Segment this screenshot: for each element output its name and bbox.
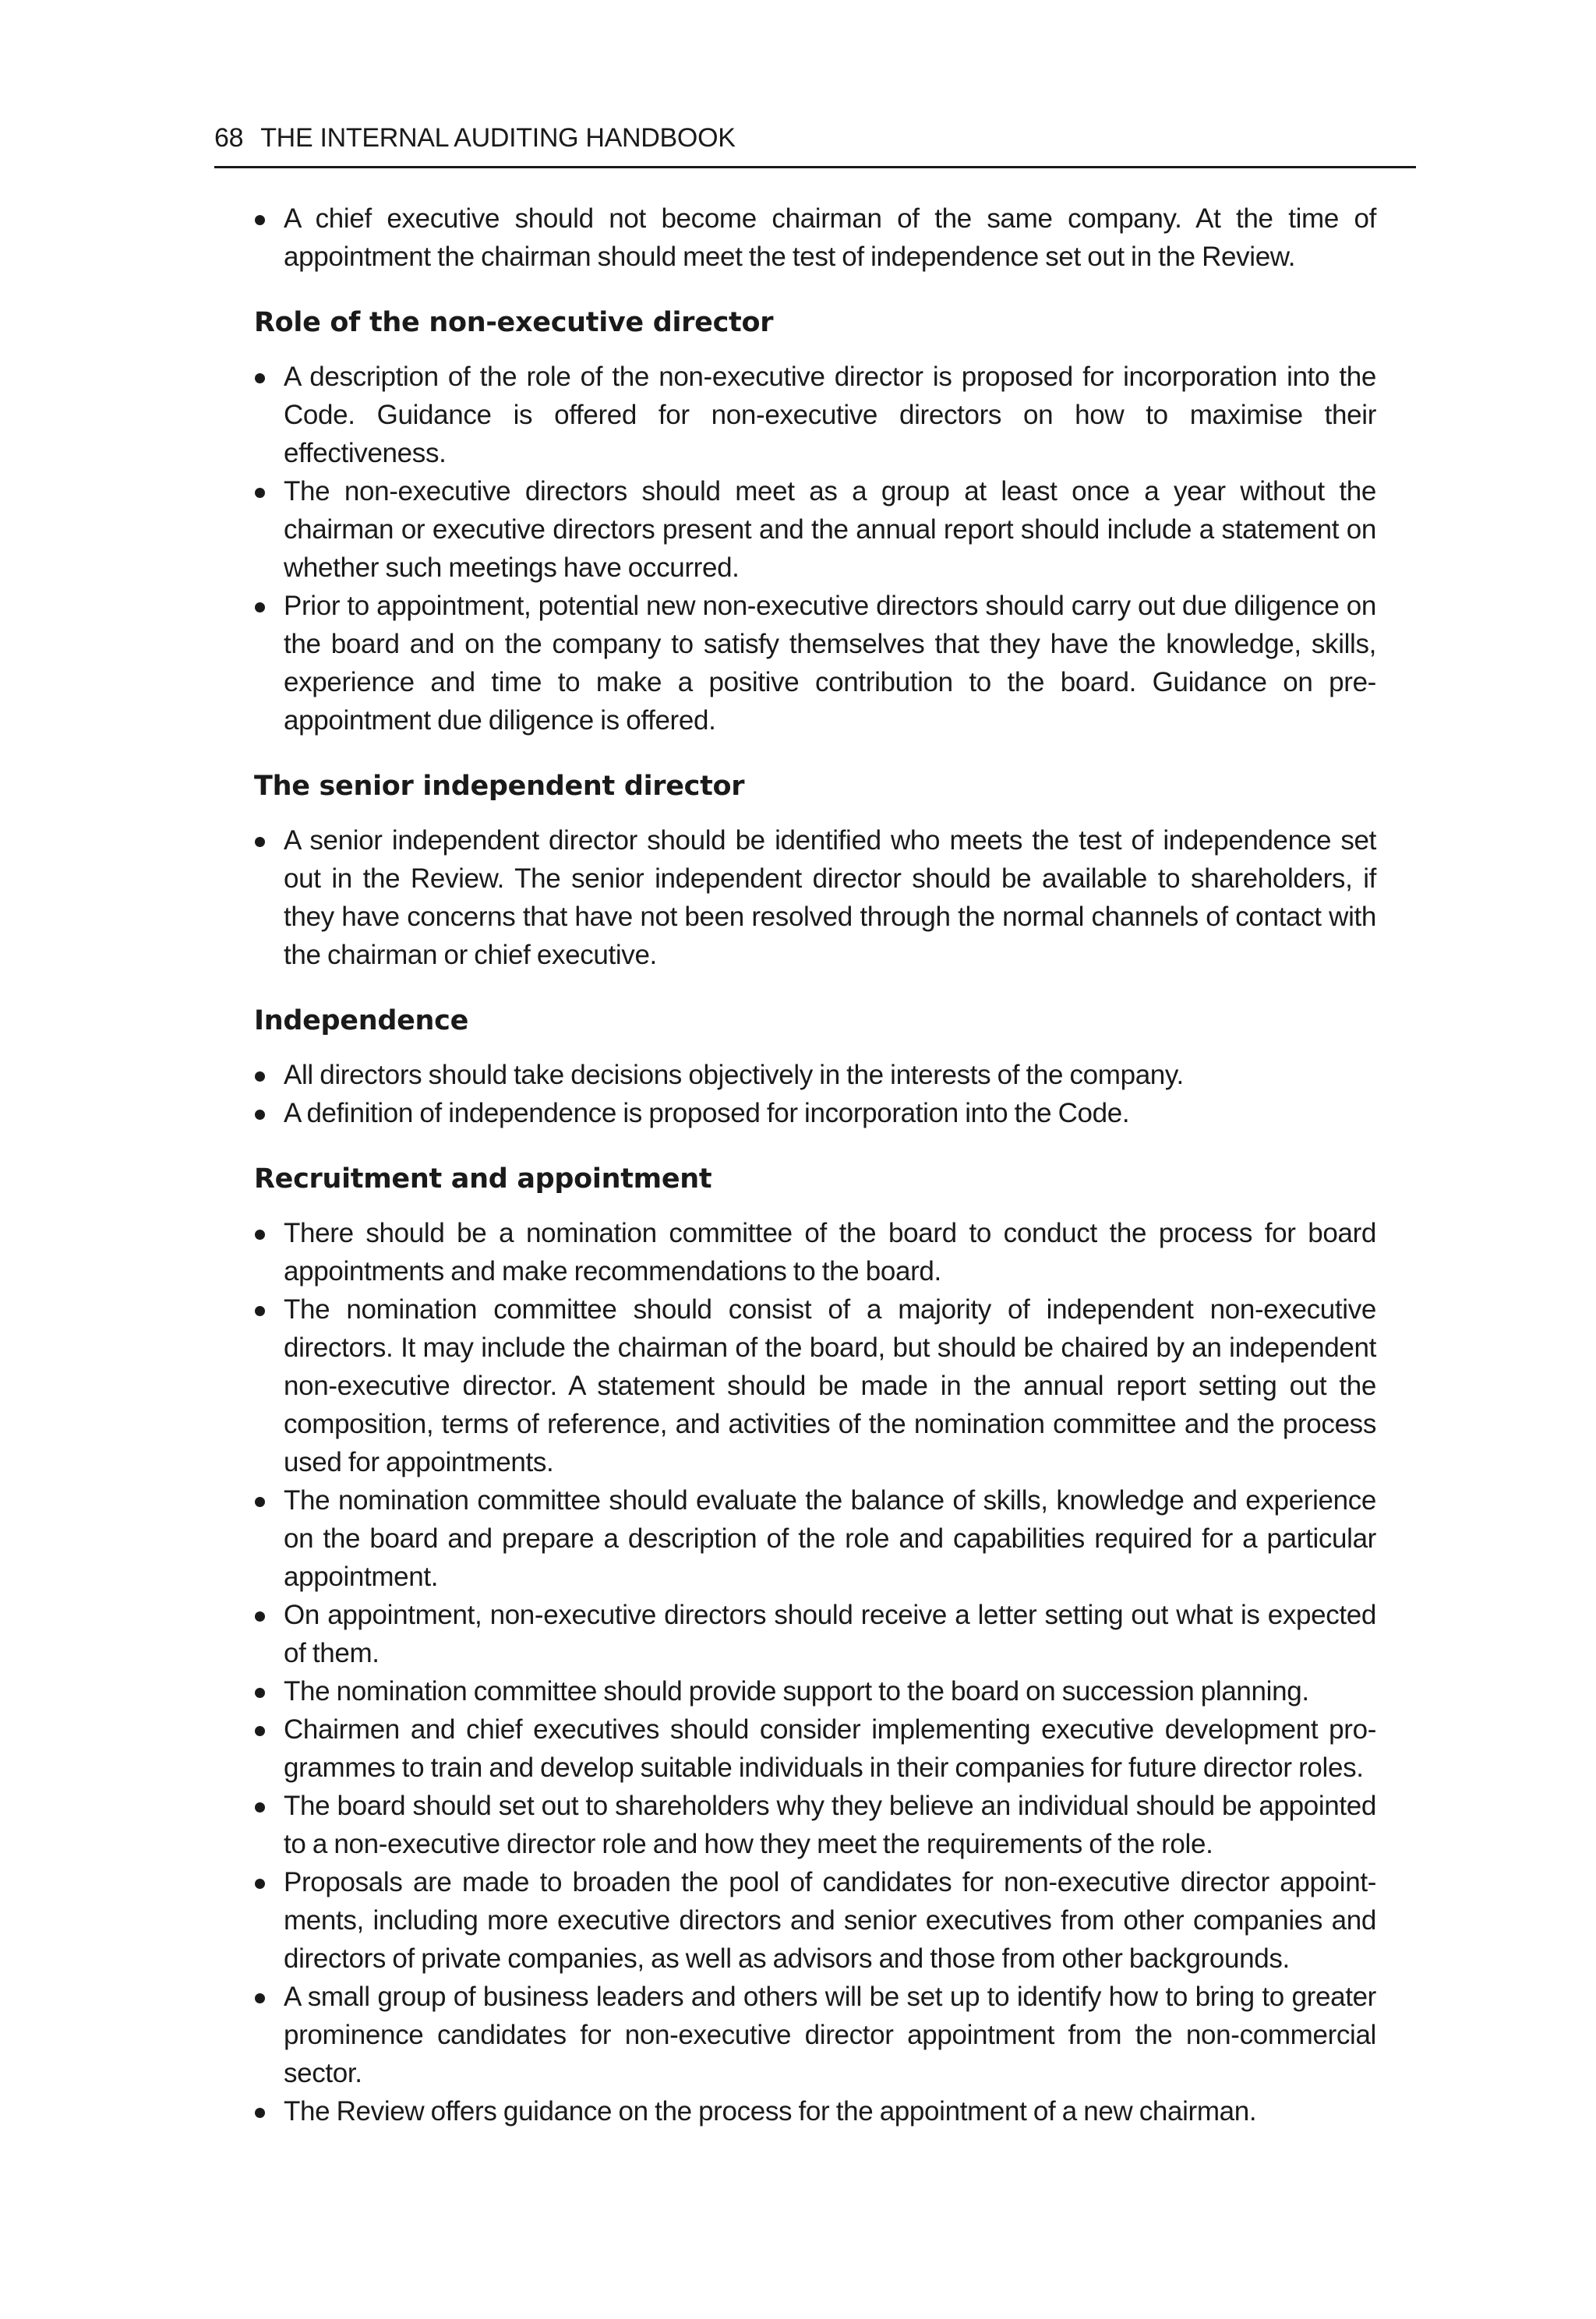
bullet-item: The non-executive directors should meet as a group at least once a year without the chairman or executive directors present and the annual report should include a statement on whether such meetings have occurred. — [254, 472, 1376, 587]
intro-bullet-list — [254, 199, 1376, 276]
bullet-item: A chief executive should not become chairman of the same company. At the time of appointment the chairman should meet the test of independence set out in the Review. — [254, 199, 1376, 276]
section-heading-senior-independent-director: The senior independent director — [254, 771, 745, 802]
bullet-list-senior-independent-director — [254, 821, 1376, 974]
book-title: THE INTERNAL AUDITING HANDBOOK — [260, 123, 736, 153]
section-heading-independence: Independence — [254, 1005, 469, 1036]
bullet-item: A description of the role of the non-executive director is proposed for incorporation into the Code. Guidance is offered for non-executive directors on how to maximise their effectiveness. — [254, 358, 1376, 472]
page-content — [254, 199, 1376, 2130]
page-number: 68 — [214, 123, 244, 153]
bullet-item: The nomination committee should consist of a majority of independent non-executive directors. It may include the chairman of the board, but should be chaired by an independent non-executive director. A statement should be made in the annual report setting out the composition, terms of reference, and activities of the nomination committee and the process used for appointments. — [254, 1290, 1376, 1481]
bullet-item: Prior to appointment, potential new non-executive directors should carry out due diligence on the board and on the company to satisfy themselves that they have the knowledge, skills, experience and time to make a positive contribution to the board. Guidance on pre-appointment due diligence is offered. — [254, 587, 1376, 739]
section-heading-recruitment-and-appointment: Recruitment and appointment — [254, 1163, 712, 1195]
bullet-item: The board should set out to shareholders why they believe an individual should be appointed to a non-executive director role and how they meet the requirements of the role. — [254, 1787, 1376, 1863]
bullet-item: A small group of business leaders and others will be set up to identify how to bring to greater prominence candidates for non-executive director appointment from the non-commercial sector. — [254, 1978, 1376, 2092]
running-head — [214, 123, 736, 154]
bullet-item: The nomination committee should provide support to the board on succession planning. — [254, 1672, 1376, 1710]
bullet-item: The Review offers guidance on the process for the appointment of a new chairman. — [254, 2092, 1376, 2130]
section-heading-role-of-non-executive-director: Role of the non-executive director — [254, 307, 774, 338]
bullet-item: All directors should take decisions objectively in the interests of the company. — [254, 1056, 1376, 1094]
page-header — [214, 118, 1416, 168]
bullet-item: The nomination committee should evaluate the balance of skills, knowledge and experience on the board and prepare a description of the role and capabilities required for a particular appointment. — [254, 1481, 1376, 1596]
bullet-item: A definition of independence is proposed for incorporation into the Code. — [254, 1094, 1376, 1132]
bullet-item: A senior independent director should be identified who meets the test of independence set out in the Review. The senior independent director should be available to shareholders, if they have concerns that have not been resolved through the normal channels of contact with the chairman or chief executive. — [254, 821, 1376, 974]
bullet-list-independence — [254, 1056, 1376, 1132]
bullet-item: On appointment, non-executive directors should receive a letter setting out what is expected of them. — [254, 1596, 1376, 1672]
bullet-item: There should be a nomination committee of the board to conduct the process for board appointments and make recommendations to the board. — [254, 1214, 1376, 1290]
bullet-list-role-of-non-executive-director — [254, 358, 1376, 739]
bullet-item: Chairmen and chief executives should consider implementing executive development pro-grammes to train and develop suitable individuals in their companies for future director roles. — [254, 1710, 1376, 1787]
bullet-item: Proposals are made to broaden the pool of candidates for non-executive director appoint-ments, including more executive directors and senior executives from other companies and directors of private companies, as well as advisors and those from other backgrounds. — [254, 1863, 1376, 1978]
bullet-list-recruitment-and-appointment — [254, 1214, 1376, 2130]
